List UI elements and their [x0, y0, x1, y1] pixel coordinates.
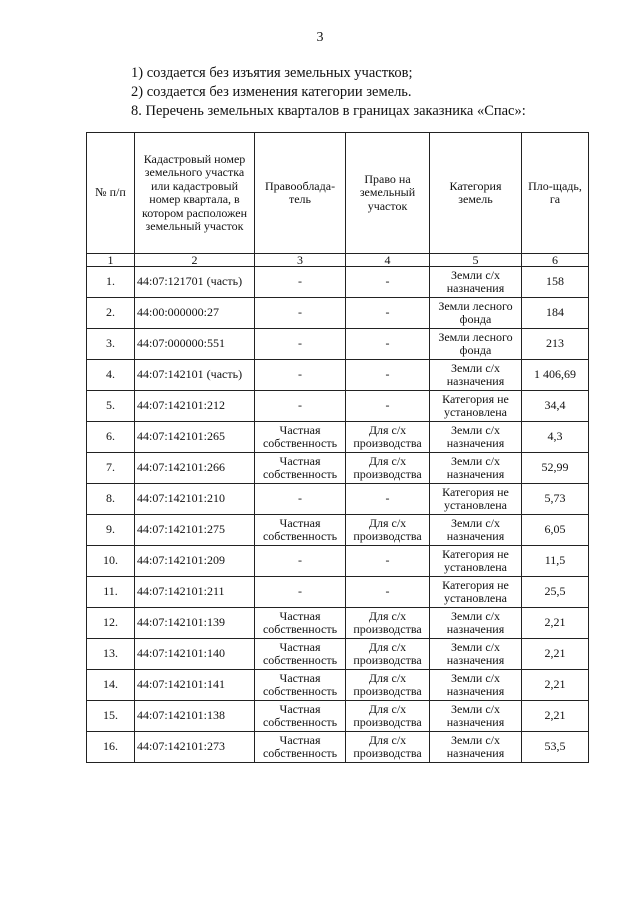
owner-cell: - — [255, 484, 346, 515]
row-number: 10. — [87, 546, 135, 577]
category-cell: Земли с/х назначения — [430, 453, 522, 484]
column-number: 6 — [522, 254, 589, 267]
area-cell: 184 — [522, 298, 589, 329]
column-number-row — [87, 254, 589, 267]
cadastral-number: 44:07:142101:141 — [135, 670, 255, 701]
row-number: 9. — [87, 515, 135, 546]
category-cell: Земли с/х назначения — [430, 515, 522, 546]
table-row — [87, 608, 589, 639]
header-category: Категория земель — [430, 133, 522, 254]
category-cell: Категория не установлена — [430, 577, 522, 608]
table-row — [87, 298, 589, 329]
owner-cell: Частная собственность — [255, 515, 346, 546]
cadastral-number: 44:07:142101:273 — [135, 732, 255, 763]
row-number: 1. — [87, 267, 135, 298]
area-cell: 52,99 — [522, 453, 589, 484]
cadastral-number: 44:07:142101:212 — [135, 391, 255, 422]
owner-cell: Частная собственность — [255, 422, 346, 453]
category-cell: Земли с/х назначения — [430, 360, 522, 391]
header-num: № п/п — [87, 133, 135, 254]
category-cell: Категория не установлена — [430, 484, 522, 515]
owner-cell: - — [255, 391, 346, 422]
area-cell: 6,05 — [522, 515, 589, 546]
land-plots-table — [86, 132, 589, 763]
row-number: 6. — [87, 422, 135, 453]
area-cell: 2,21 — [522, 639, 589, 670]
header-right: Право на земельный участок — [346, 133, 430, 254]
column-number: 5 — [430, 254, 522, 267]
area-cell: 213 — [522, 329, 589, 360]
category-cell: Земли с/х назначения — [430, 422, 522, 453]
owner-cell: - — [255, 360, 346, 391]
right-cell: - — [346, 577, 430, 608]
right-cell: - — [346, 298, 430, 329]
table-row — [87, 422, 589, 453]
cadastral-number: 44:07:142101:211 — [135, 577, 255, 608]
right-cell: - — [346, 360, 430, 391]
category-cell: Категория не установлена — [430, 391, 522, 422]
cadastral-number: 44:07:121701 (часть) — [135, 267, 255, 298]
table-row — [87, 670, 589, 701]
row-number: 16. — [87, 732, 135, 763]
owner-cell: Частная собственность — [255, 701, 346, 732]
area-cell: 11,5 — [522, 546, 589, 577]
owner-cell: - — [255, 267, 346, 298]
cadastral-number: 44:07:142101 (часть) — [135, 360, 255, 391]
area-cell: 1 406,69 — [522, 360, 589, 391]
area-cell: 2,21 — [522, 701, 589, 732]
row-number: 4. — [87, 360, 135, 391]
cadastral-number: 44:07:142101:209 — [135, 546, 255, 577]
row-number: 7. — [87, 453, 135, 484]
category-cell: Земли с/х назначения — [430, 732, 522, 763]
right-cell: - — [346, 546, 430, 577]
area-cell: 34,4 — [522, 391, 589, 422]
right-cell: Для с/х производства — [346, 608, 430, 639]
cadastral-number: 44:07:142101:140 — [135, 639, 255, 670]
right-cell: Для с/х производства — [346, 453, 430, 484]
area-cell: 2,21 — [522, 670, 589, 701]
table-row — [87, 701, 589, 732]
column-number: 3 — [255, 254, 346, 267]
row-number: 15. — [87, 701, 135, 732]
cadastral-number: 44:07:142101:275 — [135, 515, 255, 546]
cadastral-number: 44:07:142101:139 — [135, 608, 255, 639]
table-header-row — [87, 133, 589, 254]
table-row — [87, 546, 589, 577]
cadastral-number: 44:00:000000:27 — [135, 298, 255, 329]
column-number: 4 — [346, 254, 430, 267]
category-cell: Земли лесного фонда — [430, 298, 522, 329]
row-number: 14. — [87, 670, 135, 701]
table-row — [87, 360, 589, 391]
intro-line-2: 2) создается без изменения категории земель. — [131, 84, 412, 100]
right-cell: - — [346, 391, 430, 422]
cadastral-number: 44:07:142101:210 — [135, 484, 255, 515]
area-cell: 5,73 — [522, 484, 589, 515]
owner-cell: - — [255, 546, 346, 577]
cadastral-number: 44:07:142101:266 — [135, 453, 255, 484]
cadastral-number: 44:07:142101:138 — [135, 701, 255, 732]
owner-cell: Частная собственность — [255, 732, 346, 763]
category-cell: Категория не установлена — [430, 546, 522, 577]
table-row — [87, 577, 589, 608]
table-body — [87, 267, 589, 763]
area-cell: 2,21 — [522, 608, 589, 639]
intro-line-3: 8. Перечень земельных кварталов в границах заказника «Спас»: — [131, 103, 526, 119]
category-cell: Земли с/х назначения — [430, 608, 522, 639]
table-row — [87, 391, 589, 422]
right-cell: - — [346, 329, 430, 360]
intro-text — [131, 64, 526, 121]
right-cell: - — [346, 267, 430, 298]
right-cell: Для с/х производства — [346, 701, 430, 732]
header-cadastral: Кадастровый номер земельного участка или кадастровый номер квартала, в котором расположен земельный участок — [135, 133, 255, 254]
page-number: 3 — [316, 30, 324, 45]
owner-cell: Частная собственность — [255, 453, 346, 484]
right-cell: Для с/х производства — [346, 515, 430, 546]
category-cell: Земли с/х назначения — [430, 267, 522, 298]
right-cell: Для с/х производства — [346, 639, 430, 670]
area-cell: 53,5 — [522, 732, 589, 763]
table-row — [87, 515, 589, 546]
category-cell: Земли с/х назначения — [430, 639, 522, 670]
row-number: 8. — [87, 484, 135, 515]
right-cell: Для с/х производства — [346, 732, 430, 763]
table-row — [87, 329, 589, 360]
row-number: 13. — [87, 639, 135, 670]
cadastral-number: 44:07:142101:265 — [135, 422, 255, 453]
owner-cell: - — [255, 329, 346, 360]
right-cell: Для с/х производства — [346, 670, 430, 701]
category-cell: Земли лесного фонда — [430, 329, 522, 360]
row-number: 12. — [87, 608, 135, 639]
row-number: 11. — [87, 577, 135, 608]
column-number: 1 — [87, 254, 135, 267]
table-row — [87, 639, 589, 670]
owner-cell: Частная собственность — [255, 670, 346, 701]
header-owner: Правооблада-тель — [255, 133, 346, 254]
area-cell: 25,5 — [522, 577, 589, 608]
area-cell: 158 — [522, 267, 589, 298]
row-number: 3. — [87, 329, 135, 360]
header-area: Пло-щадь, га — [522, 133, 589, 254]
owner-cell: Частная собственность — [255, 608, 346, 639]
intro-line-1: 1) создается без изъятия земельных участков; — [131, 65, 413, 81]
table-row — [87, 453, 589, 484]
row-number: 5. — [87, 391, 135, 422]
category-cell: Земли с/х назначения — [430, 670, 522, 701]
right-cell: Для с/х производства — [346, 422, 430, 453]
row-number: 2. — [87, 298, 135, 329]
table-row — [87, 267, 589, 298]
owner-cell: - — [255, 298, 346, 329]
owner-cell: - — [255, 577, 346, 608]
category-cell: Земли с/х назначения — [430, 701, 522, 732]
area-cell: 4,3 — [522, 422, 589, 453]
owner-cell: Частная собственность — [255, 639, 346, 670]
right-cell: - — [346, 484, 430, 515]
cadastral-number: 44:07:000000:551 — [135, 329, 255, 360]
table-row — [87, 732, 589, 763]
column-number: 2 — [135, 254, 255, 267]
table-row — [87, 484, 589, 515]
